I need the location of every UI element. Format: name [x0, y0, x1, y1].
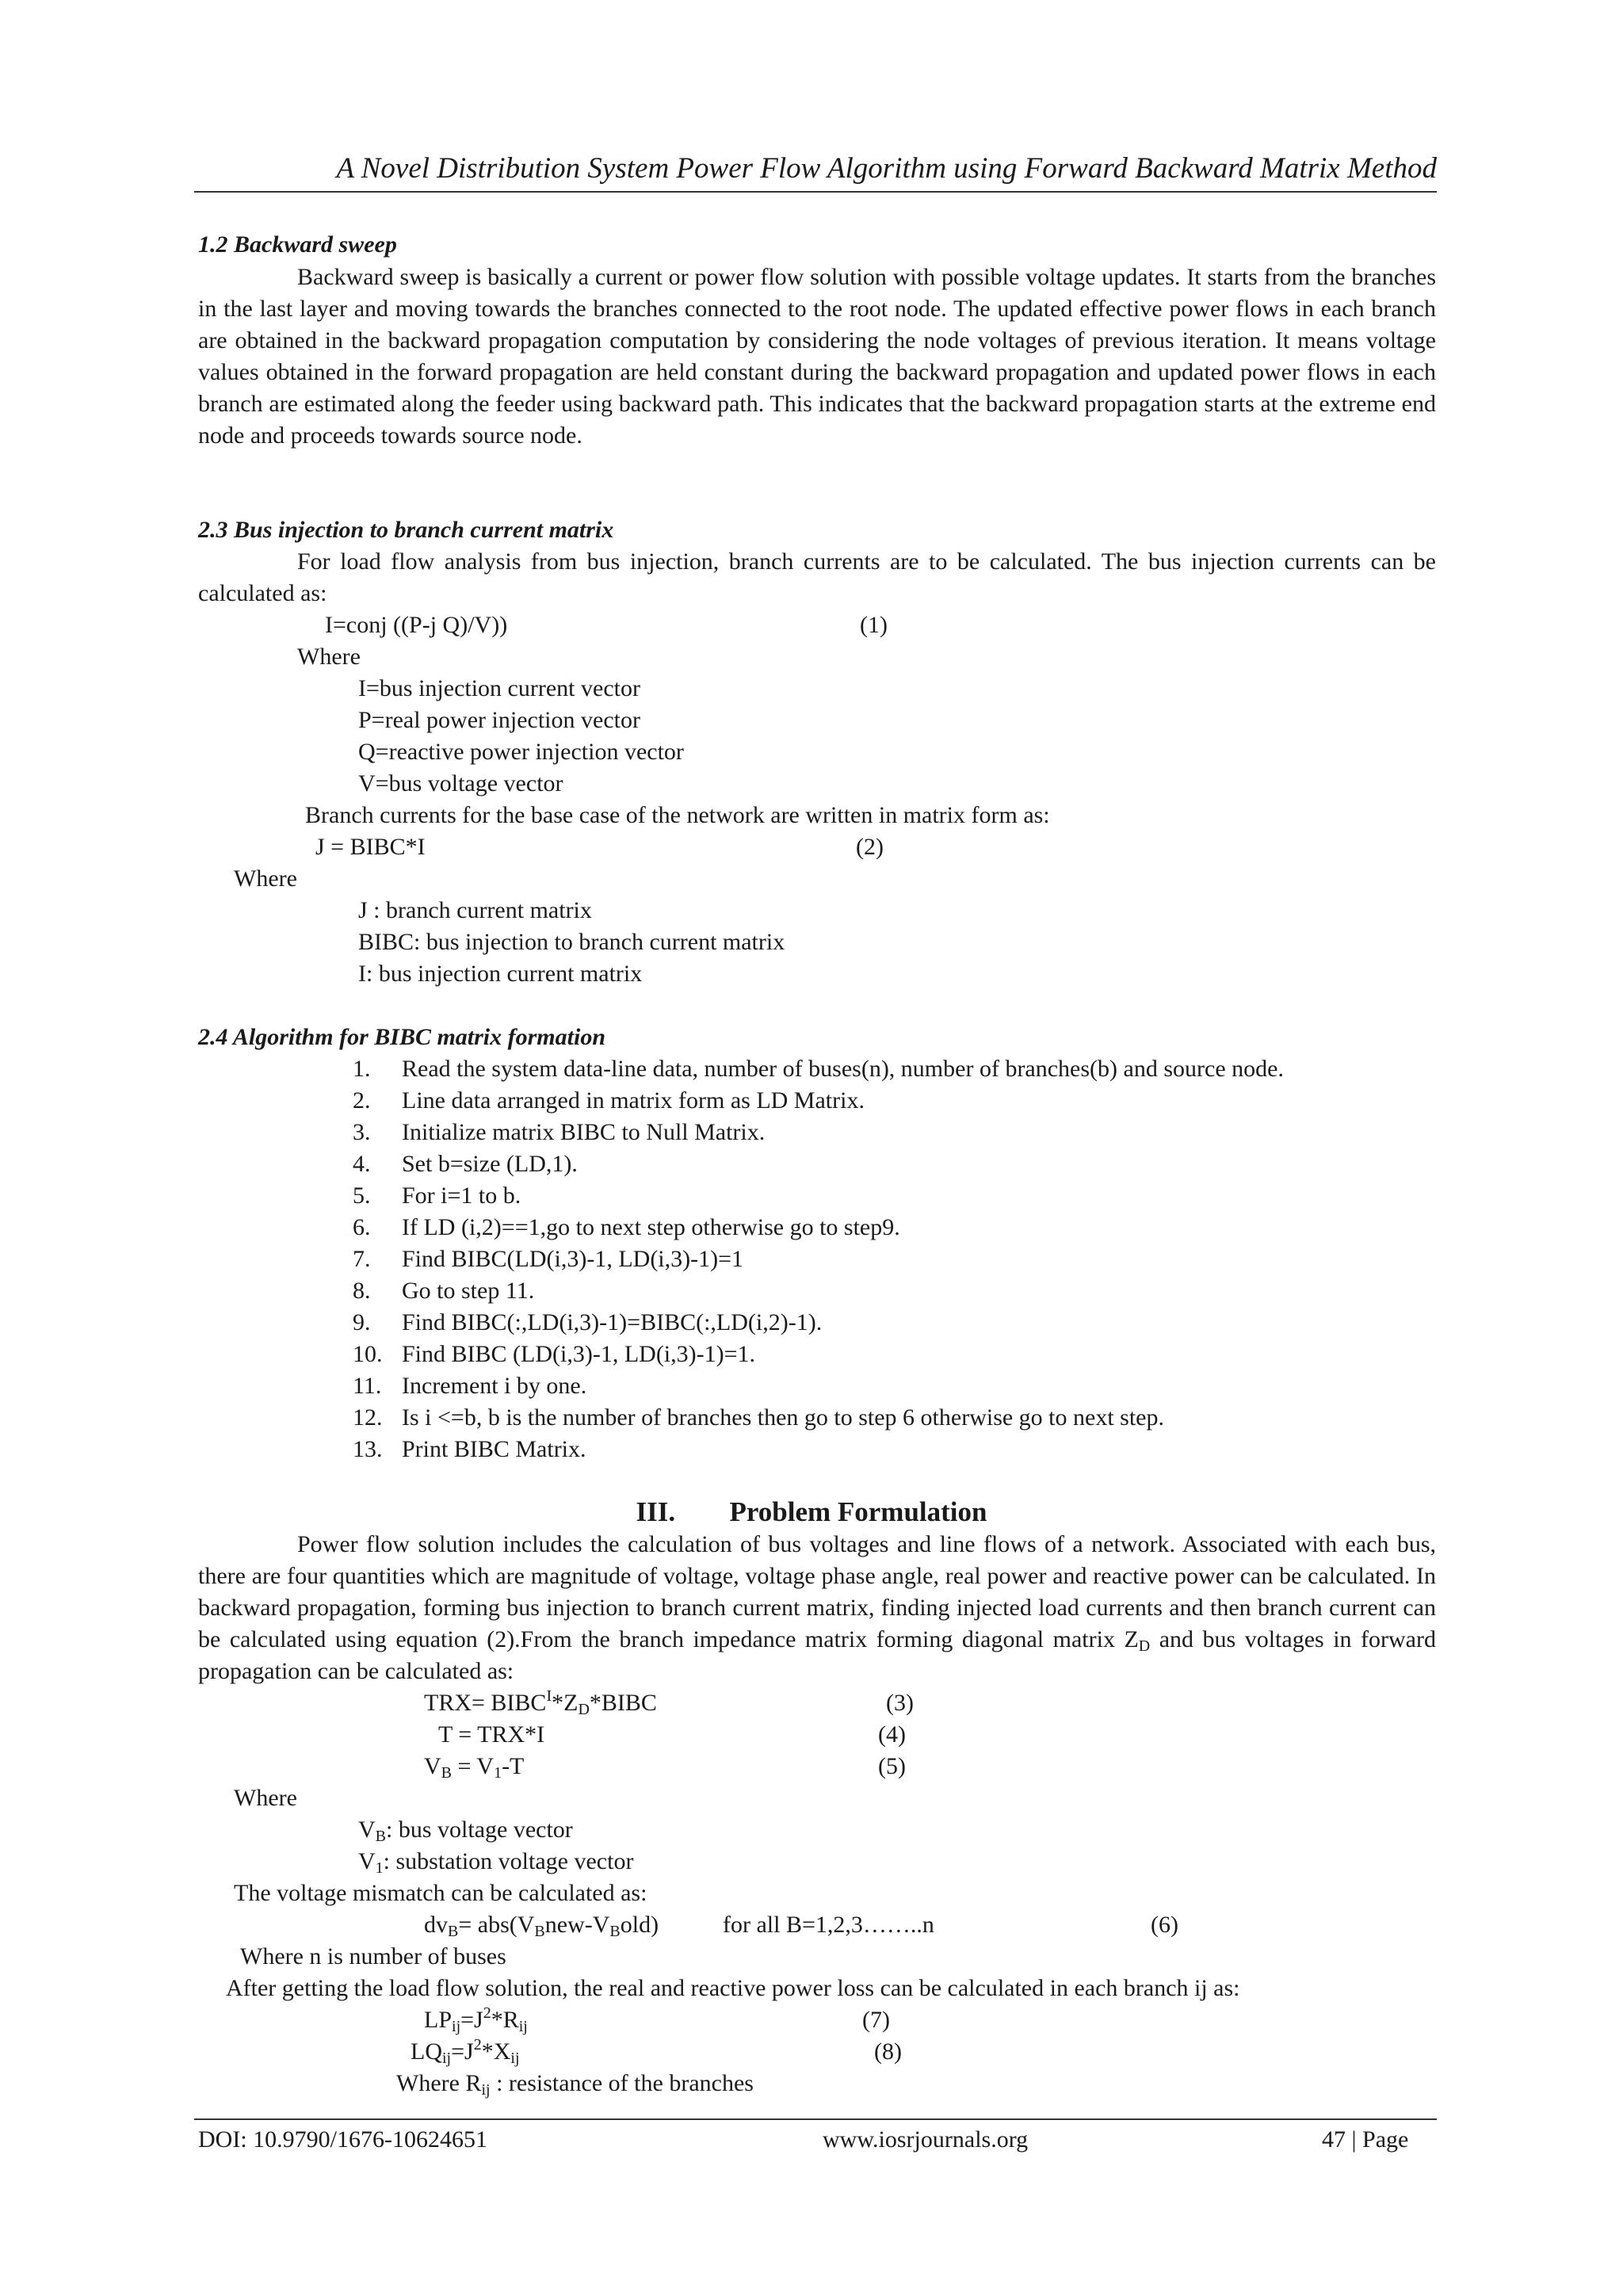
- backward-sweep-text: Backward sweep is basically a current or power flow solution with possible voltage updates. It starts from the branches in the last layer and moving towards the branches connected to the root node. The updated effective power flows in each branch are obtained in the backward propagation computation by considering the node voltages of previous iteration. It means voltage values obtained in the forward propagation are held constant during the backward propagation and updated power flows in each branch are estimated along the feeder using backward path. This indicates that the backward propagation starts at the extreme end node and proceeds towards source node.: [198, 264, 1436, 449]
- definition-i-matrix: I: bus injection current matrix: [358, 961, 643, 987]
- equation-6: $dv_B= abs(V_Bnew-V_Bold)$: [424, 1912, 659, 1940]
- list-item: 7. Find BIBC(LD(i,3)-1, LD(i,3)-1)=1: [353, 1246, 744, 1272]
- equation-5-number: (5): [878, 1753, 906, 1779]
- equation-4: T = TRX*I: [438, 1721, 545, 1748]
- algorithm-steps: [353, 1053, 1284, 1465]
- list-item: 13. Print BIBC Matrix.: [353, 1436, 586, 1462]
- list-item: 10. Find BIBC (LD(i,3)-1, LD(i,3)-1)=1.: [353, 1341, 756, 1367]
- equation-5: $V_B = V_1-T$: [424, 1753, 525, 1782]
- equation-6-number: (6): [1151, 1912, 1178, 1938]
- equation-3-number: (3): [886, 1690, 914, 1716]
- equation-8-number: (8): [874, 2038, 902, 2065]
- list-item: 5. For i=1 to b.: [353, 1182, 521, 1209]
- definition-v1: $V_1$: substation voltage vector: [358, 1848, 634, 1877]
- definition-bibc: BIBC: bus injection to branch current matrix: [358, 929, 785, 955]
- voltage-mismatch-text: The voltage mismatch can be calculated as:: [234, 1880, 647, 1906]
- list-item: 11. Increment i by one.: [353, 1373, 587, 1399]
- header-rule: [194, 191, 1437, 193]
- branch-currents-text: Branch currents for the base case of the network are written in matrix form as:: [305, 802, 1050, 828]
- section-heading-bus-injection: 2.3 Bus injection to branch current matrix: [198, 517, 614, 543]
- footer-doi: DOI: 10.9790/1676-10624651: [198, 2126, 487, 2153]
- section-title-problem-formulation: III. Problem Formulation: [636, 1496, 987, 1527]
- equation-3: $TRX= BIBC^I*Z_D*BIBC$: [424, 1687, 657, 1718]
- equation-2: J = BIBC*I: [315, 834, 426, 860]
- equation-8: $LQ_{ij}=J^2*X_{ij}$: [411, 2036, 520, 2067]
- list-item: 6. If LD (i,2)==1,go to next step otherwise go to step9.: [353, 1214, 900, 1240]
- definition-p: P=real power injection vector: [358, 707, 640, 733]
- where-label-2: Where: [234, 865, 297, 892]
- where-r-text: Where $R_{ij}$ : resistance of the branches: [396, 2070, 754, 2099]
- problem-formulation-paragraph: Power flow solution includes the calculation of bus voltages and line flows of a network. Associated with each bus, there are four quantities which are magnitude of voltage, voltage phase angle, real power and reactive power can be calculated. In backward propagation, forming bus injection to branch current matrix, finding injected load currents and then branch current can be calculated using equation (2).From the branch impedance matrix forming diagonal matrix $Z_D$ and bus voltages in forward propagation can be calculated as:: [198, 1531, 1436, 1684]
- list-item: 9. Find BIBC(:,LD(i,3)-1)=BIBC(:,LD(i,2)-1).: [353, 1309, 823, 1335]
- where-label-3: Where: [234, 1785, 297, 1811]
- footer-rule: [194, 2118, 1437, 2120]
- equation-4-number: (4): [878, 1721, 906, 1748]
- list-item: 3. Initialize matrix BIBC to Null Matrix.: [353, 1119, 766, 1145]
- equation-2-number: (2): [856, 834, 884, 860]
- definition-q: Q=reactive power injection vector: [358, 739, 684, 765]
- where-label-1: Where: [297, 644, 361, 670]
- equation-7-number: (7): [862, 2007, 890, 2033]
- list-item: 4. Set b=size (LD,1).: [353, 1151, 578, 1177]
- bus-injection-text: For load flow analysis from bus injection, branch currents are to be calculated. The bus injection currents can be calculated as:: [198, 548, 1436, 606]
- equation-1: I=conj ((P-j Q)/V)): [325, 612, 508, 638]
- definition-j: J : branch current matrix: [358, 897, 592, 923]
- equation-7: $LP_{ij}=J^2*R_{ij}$: [424, 2004, 528, 2035]
- where-n-text: Where n is number of buses: [240, 1943, 506, 1969]
- section-heading-backward-sweep: 1.2 Backward sweep: [198, 231, 397, 258]
- list-item: 2. Line data arranged in matrix form as LD Matrix.: [353, 1087, 865, 1114]
- backward-sweep-paragraph: [198, 262, 1436, 452]
- power-loss-text: After getting the load flow solution, the real and reactive power loss can be calculated in each branch ij as:: [226, 1975, 1240, 2001]
- footer-website: www.iosrjournals.org: [823, 2126, 1029, 2153]
- equation-6-range: for all B=1,2,3……..n: [723, 1912, 934, 1938]
- section-heading-algorithm: 2.4 Algorithm for BIBC matrix formation: [198, 1024, 605, 1050]
- equation-1-number: (1): [860, 612, 888, 638]
- list-item: 12. Is i <=b, b is the number of branches then go to step 6 otherwise go to next step.: [353, 1404, 1164, 1431]
- list-item: 1. Read the system data-line data, number of buses(n), number of branches(b) and source node.: [353, 1056, 1284, 1082]
- definition-vb: $V_B$: bus voltage vector: [358, 1817, 573, 1845]
- footer-page-number: 47 | Page: [1322, 2126, 1409, 2153]
- definition-i: I=bus injection current vector: [358, 675, 640, 701]
- bus-injection-paragraph: [198, 546, 1436, 609]
- definition-v: V=bus voltage vector: [358, 770, 563, 797]
- list-item: 8. Go to step 11.: [353, 1278, 535, 1304]
- running-head: A Novel Distribution System Power Flow Algorithm using Forward Backward Matrix Method: [336, 152, 1437, 185]
